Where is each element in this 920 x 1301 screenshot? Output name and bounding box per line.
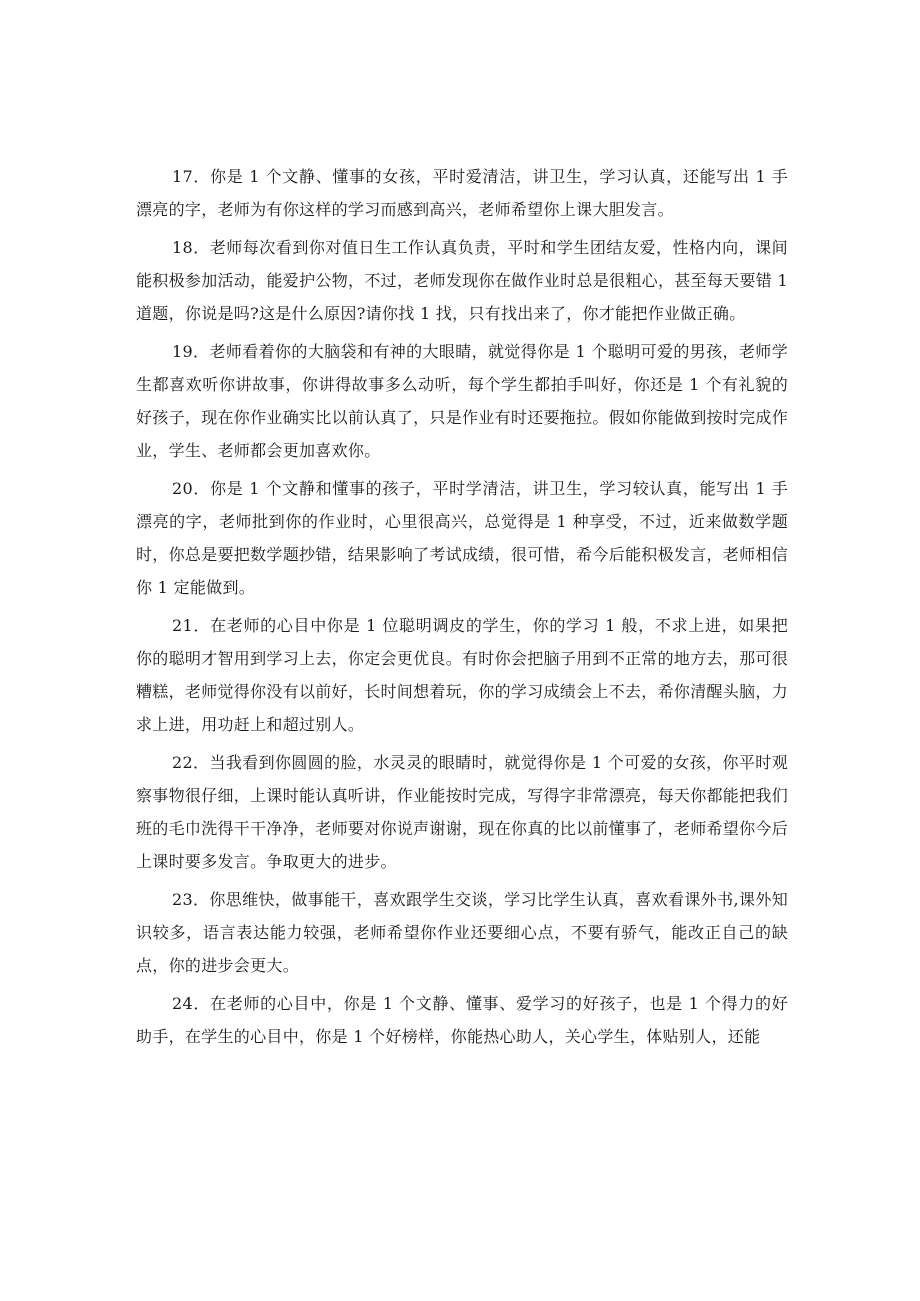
entry-text: 你思维快，做事能干，喜欢跟学生交谈，学习比学生认真，喜欢看课外书,课外知识较多，语言表达能力较强，老师希望你作业还要细心点，不要有骄气，能改正自己的缺点，你的进步会更大。 (136, 890, 788, 975)
entry-number: 17． (172, 167, 211, 186)
comment-entry-17 (136, 160, 788, 226)
entry-number: 23． (172, 890, 210, 909)
comment-entry-20 (136, 472, 788, 604)
comment-entry-23 (136, 883, 788, 982)
comment-entry-22 (136, 746, 788, 878)
entry-text: 在老师的心目中，你是 1 个文静、懂事、爱学习的好孩子，也是 1 个得力的好助手，在学生的心目中，你是 1 个好榜样，你能热心助人，关心学生，体贴别人，还能 (136, 994, 789, 1046)
entry-number: 18． (172, 238, 210, 257)
comment-entry-18 (136, 231, 788, 330)
comment-entry-24 (136, 987, 788, 1053)
entry-number: 21． (172, 616, 211, 635)
entry-number: 20． (172, 479, 211, 498)
entry-number: 24． (172, 994, 211, 1013)
entry-text: 当我看到你圆圆的脸，水灵灵的眼睛时，就觉得你是 1 个可爱的女孩，你平时观察事物很仔细，上课时能认真听讲，作业能按时完成，写得字非常漂亮，每天你都能把我们班的毛巾洗得干干净净，老师要对你说声谢谢，现在你真的比以前懂事了，老师希望你今后上课时要多发言。争取更大的进步。 (136, 753, 789, 871)
entry-number: 19． (172, 342, 210, 361)
comment-entry-21 (136, 609, 788, 741)
document-page (136, 160, 788, 1058)
entry-text: 你是 1 个文静和懂事的孩子，平时学清洁，讲卫生，学习较认真，能写出 1 手漂亮的字，老师批到你的作业时，心里很高兴，总觉得是 1 种享受，不过，近来做数学题时，你总是要把数学题抄错，结果影响了考试成绩，很可惜，希今后能积极发言，老师相信你 1 定能做到。 (136, 479, 789, 597)
entry-number: 22． (172, 753, 210, 772)
entry-text: 老师看着你的大脑袋和有神的大眼睛，就觉得你是 1 个聪明可爱的男孩，老师学生都喜欢听你讲故事，你讲得故事多么动听，每个学生都拍手叫好，你还是 1 个有礼貌的好孩子，现在你作业确实比以前认真了，只是作业有时还要拖拉。假如你能做到按时完成作业，学生、老师都会更加喜欢你。 (136, 342, 789, 460)
entry-text: 在老师的心目中你是 1 位聪明调皮的学生，你的学习 1 般，不求上进，如果把你的聪明才智用到学习上去，你定会更优良。有时你会把脑子用到不正常的地方去，那可很糟糕，老师觉得你没有以前好，长时间想着玩，你的学习成绩会上不去，希你清醒头脑，力求上进，用功赶上和超过别人。 (136, 616, 789, 734)
entry-text: 老师每次看到你对值日生工作认真负责，平时和学生团结友爱，性格内向，课间能积极参加活动，能爱护公物，不过，老师发现你在做作业时总是很粗心，甚至每天要错 1 道题，你说是吗?这是什么原因?请你找 1 找，只有找出来了，你才能把作业做正确。 (136, 238, 788, 323)
comment-entry-19 (136, 335, 788, 467)
entry-text: 你是 1 个文静、懂事的女孩，平时爱清洁，讲卫生，学习认真，还能写出 1 手漂亮的字，老师为有你这样的学习而感到高兴，老师希望你上课大胆发言。 (136, 167, 789, 219)
